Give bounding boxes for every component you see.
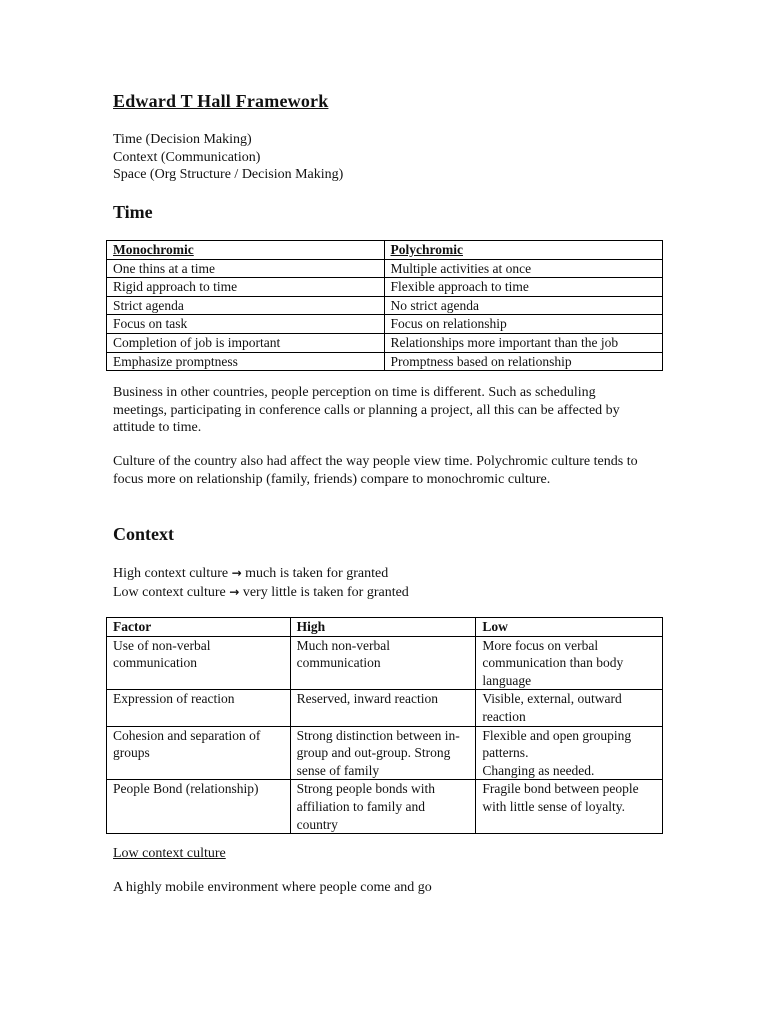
context-definitions [113, 564, 409, 602]
time-paragraph-1: Business in other countries, people perception on time is different. Such as scheduling meetings, participating in conference calls or planning a project, all this can be affected by attitude to time. [113, 385, 620, 435]
arrow-right-icon: → [229, 585, 240, 599]
high-context-description: much is taken for granted [245, 566, 389, 581]
table-cell: Focus on task [107, 315, 385, 334]
table-row [107, 333, 663, 352]
column-header-polychromic: Polychromic [384, 241, 663, 260]
document-title: Edward T Hall Framework [113, 91, 329, 111]
column-header-high: High [290, 618, 476, 637]
table-cell: Completion of job is important [107, 333, 385, 352]
table-cell: Promptness based on relationship [384, 352, 663, 371]
table-row [107, 296, 663, 315]
table-cell: More focus on verbal communication than body language [476, 636, 663, 690]
table-row [107, 315, 663, 334]
time-table [106, 240, 663, 371]
table-row [107, 259, 663, 278]
table-cell: Reserved, inward reaction [290, 690, 476, 726]
table-cell: Use of non-verbal communication [107, 636, 291, 690]
intro-item: Context (Communication) [113, 149, 261, 165]
high-context-label: High context culture [113, 566, 229, 581]
table-row [107, 278, 663, 297]
low-context-label: Low context culture [113, 585, 226, 600]
time-heading: Time [113, 202, 153, 222]
table-cell: People Bond (relationship) [107, 780, 291, 834]
table-cell: Flexible and open grouping patterns. Changing as needed. [476, 726, 663, 780]
table-row [107, 690, 663, 726]
context-heading: Context [113, 524, 174, 544]
table-row [107, 780, 663, 834]
low-context-line [113, 583, 409, 602]
table-cell: Rigid approach to time [107, 278, 385, 297]
table-header-row [107, 241, 663, 260]
table-cell: Visible, external, outward reaction [476, 690, 663, 726]
table-cell: Focus on relationship [384, 315, 663, 334]
table-row [107, 352, 663, 371]
table-row [107, 636, 663, 690]
low-context-paragraph: A highly mobile environment where people come and go [113, 880, 432, 895]
column-header-low: Low [476, 618, 663, 637]
table-cell: Much non-verbal communication [290, 636, 476, 690]
low-context-description: very little is taken for granted [242, 585, 409, 600]
time-paragraph-2: Culture of the country also had affect the way people view time. Polychromic culture tends to focus more on relationship (family, friends) compare to monochromic culture. [113, 454, 638, 487]
table-header-row [107, 618, 663, 637]
high-context-line [113, 564, 409, 583]
table-cell: Relationships more important than the job [384, 333, 663, 352]
context-table [106, 617, 663, 834]
table-cell: Strong distinction between in-group and out-group. Strong sense of family [290, 726, 476, 780]
table-cell: Multiple activities at once [384, 259, 663, 278]
table-cell: Fragile bond between people with little sense of loyalty. [476, 780, 663, 834]
arrow-right-icon: → [231, 566, 242, 580]
column-header-factor: Factor [107, 618, 291, 637]
table-cell: Emphasize promptness [107, 352, 385, 371]
intro-item: Time (Decision Making) [113, 132, 252, 147]
low-context-heading: Low context culture [113, 846, 226, 861]
intro-item: Space (Org Structure / Decision Making) [113, 167, 344, 182]
intro-list [113, 131, 343, 184]
table-row [107, 726, 663, 780]
table-cell: Flexible approach to time [384, 278, 663, 297]
table-cell: Strict agenda [107, 296, 385, 315]
table-cell: No strict agenda [384, 296, 663, 315]
table-cell: One thins at a time [107, 259, 385, 278]
table-cell: Expression of reaction [107, 690, 291, 726]
column-header-monochromic: Monochromic [107, 241, 385, 260]
table-cell: Strong people bonds with affiliation to family and country [290, 780, 476, 834]
table-cell: Cohesion and separation of groups [107, 726, 291, 780]
